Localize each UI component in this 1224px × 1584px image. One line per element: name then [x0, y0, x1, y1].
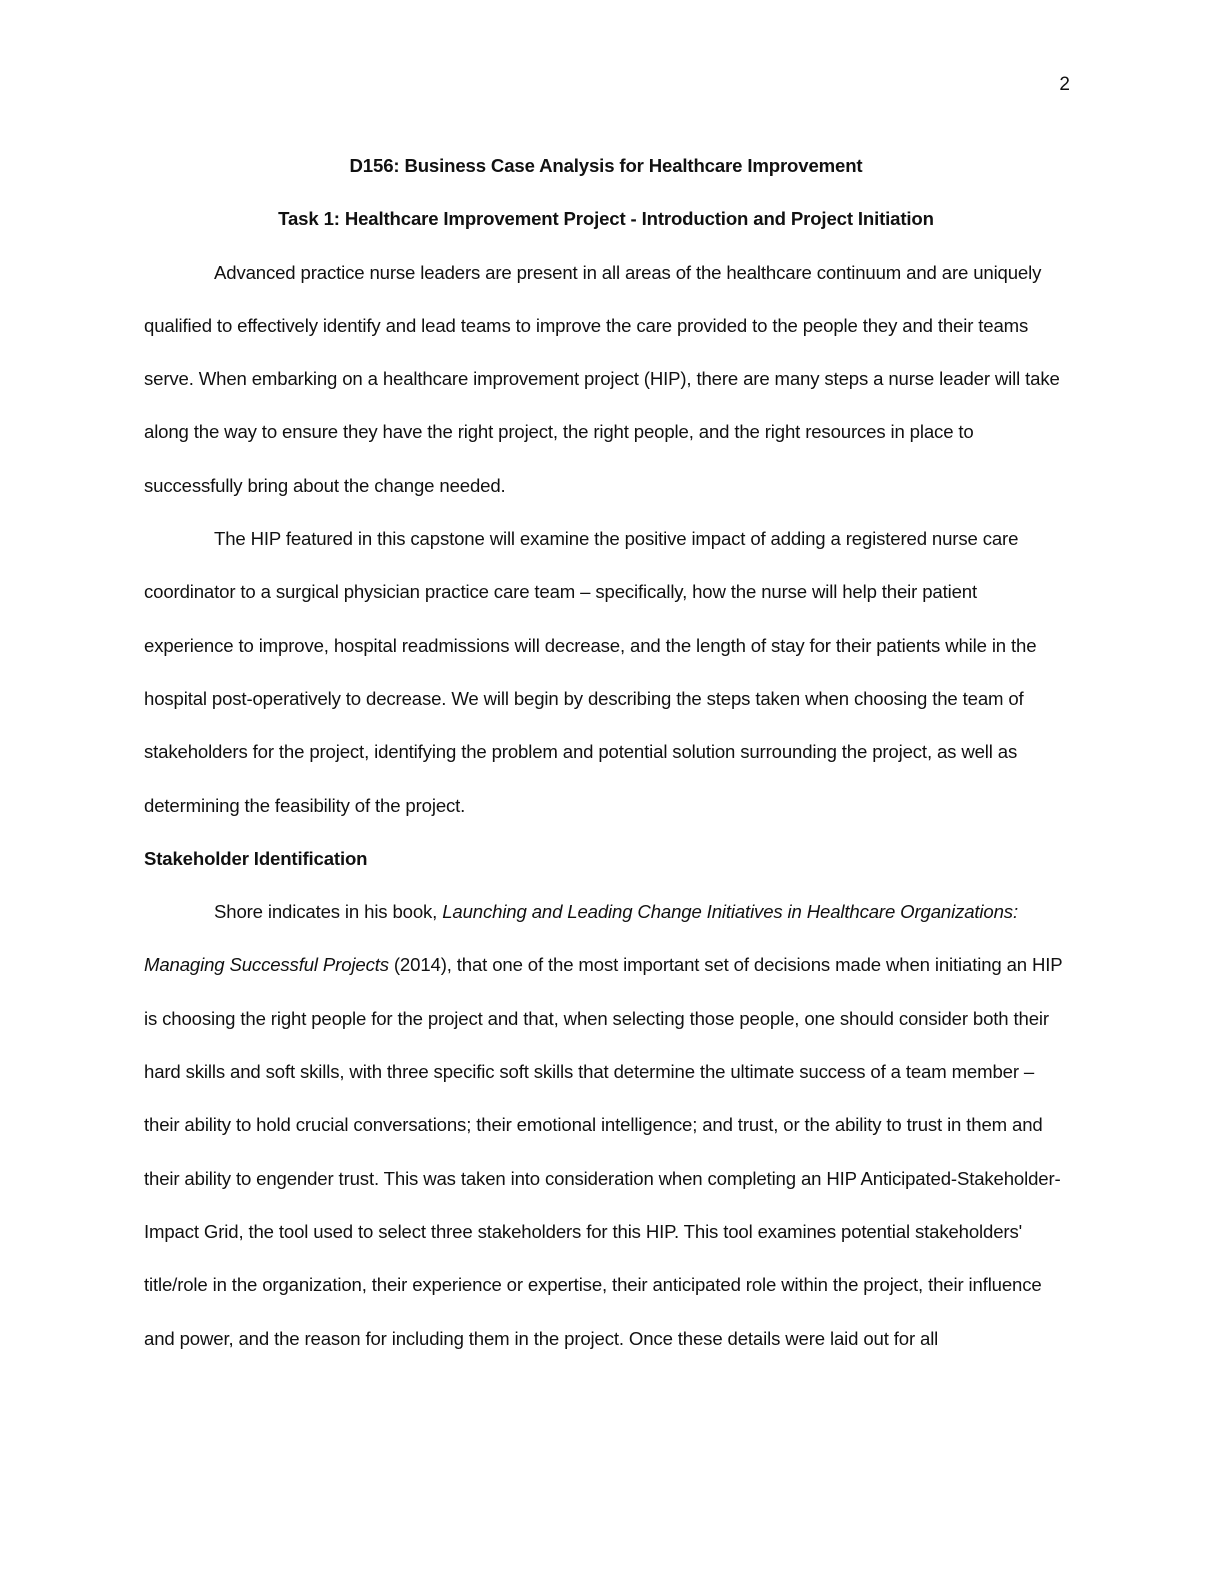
- stakeholder-paragraph-lead: Shore indicates in his book,: [214, 901, 443, 923]
- stakeholder-paragraph: [144, 885, 1068, 1365]
- intro-paragraph-1: Advanced practice nurse leaders are present in all areas of the healthcare continuum and are uniquely qualified to effectively identify and lead teams to improve the care provided to the people they and their teams serve. When embarking on a healthcare improvement project (HIP), there are many steps a nurse leader will take along the way to ensure they have the right project, the right people, and the right resources in place to successfully bring about the change needed.: [144, 261, 1060, 496]
- section-heading: Stakeholder Identification: [144, 847, 368, 869]
- stakeholder-paragraph-rest: (2014), that one of the most important set of decisions made when initiating an HIP is choosing the right people for the project and that, when selecting those people, one should consider both their hard skills and soft skills, with three specific soft skills that determine the ultimate success of a team member – their ability to hold crucial conversations; their emotional intelligence; and trust, or the ability to trust in them and their ability to engender trust. This was taken into consideration when completing an HIP Anticipated-Stakeholder-Impact Grid, the tool used to select three stakeholders for this HIP. This tool examines potential stakeholders' title/role in the organization, their experience or expertise, their anticipated role within the project, their influence and power, and the reason for including them in the project. Once these details were laid out for all: [144, 954, 1063, 1349]
- document-body: [144, 139, 1068, 1365]
- book-title: Launching and Leading Change Initiatives in Healthcare Organizations: Managing Successful Projects: [144, 901, 1018, 976]
- document-title: D156: Business Case Analysis for Healthcare Improvement: [349, 155, 863, 176]
- document-subtitle: Task 1: Healthcare Improvement Project - Introduction and Project Initiation: [278, 208, 934, 230]
- intro-paragraph-2: The HIP featured in this capstone will examine the positive impact of adding a registered nurse care coordinator to a surgical physician practice care team – specifically, how the nurse will help their patient experience to improve, hospital readmissions will decrease, and the length of stay for their patients while in the hospital post-operatively to decrease. We will begin by describing the steps taken when choosing the team of stakeholders for the project, identifying the problem and potential solution surrounding the project, as well as determining the feasibility of the project.: [144, 528, 1037, 816]
- page-number: 2: [1059, 74, 1070, 95]
